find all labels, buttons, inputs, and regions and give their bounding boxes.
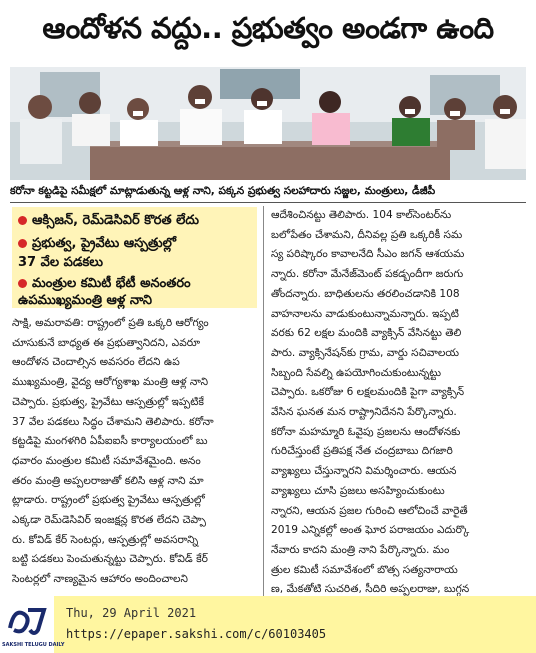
bullet-icon (18, 216, 27, 225)
article-line: ఎక్కడా రెమ్‌డెసివిర్ ఇంజక్షన్ల కొరత లేదని చెప్పా (12, 514, 206, 527)
article-line: సెంటర్లలో నాణ్యమైన ఆహారం అందించాలని (12, 573, 188, 586)
article-line: పారు. వ్యాక్సినేషన్‌కు గ్రామ, వార్డు సచివాలయ (271, 346, 459, 359)
headline: ఆందోళన వద్దు.. ప్రభుత్వం అండగా ఉంది (42, 11, 494, 45)
article-line: చెప్పారు. ఒకరోజు 6 లక్షలమందికి పైగా వ్యాక్సిన్ (271, 386, 465, 399)
article-line: వ్యాఖ్యలు చేస్తున్నారని విమర్శించారు. ఆయన (271, 465, 457, 478)
sakshi-logo[interactable] (0, 596, 65, 653)
photo-caption: కరోనా కట్టడిపై సమీక్షలో మాట్లాడుతున్న ఆళ్ల నాని, పక్కన ప్రభుత్వ సలహాదారు సజ్జల, మంత్రులు, డీజీపీ (10, 180, 526, 202)
article-line: సిబ్బంది సేవల్ని ఉపయోగించుకుంటున్నట్టు (271, 366, 442, 379)
article-line: తోందన్నారు. బాధితులను తరలించడానికి 108 (271, 287, 460, 300)
article-line: ధవారం మంత్రుల కమిటీ సమావేశమైంది. అనం (12, 454, 201, 467)
highlights-box (12, 207, 257, 308)
bullet-icon (18, 239, 27, 248)
article-line: రు. కోవిడ్ కేర్ సెంటర్లు, ఆస్పత్రుల్లో అవసరాన్ని (12, 533, 199, 546)
highlight-item: ప్రభుత్వ, ప్రైవేటు ఆస్పత్రుల్లో (18, 234, 176, 253)
article-line: కరోనా మహమ్మారి ఓవైపు ప్రజలను ఆందోళనకు (271, 425, 461, 438)
highlight-item-continued: 37 వేల పడకలు (18, 255, 103, 270)
article-line: ముఖ్యమంత్రి, వైద్య ఆరోగ్యశాఖ మంత్రి ఆళ్ల నాని (12, 376, 209, 389)
article-line: న్నారని, ఆయన ప్రజల గురించి ఆలోచించే వారైతే (271, 504, 468, 517)
article-line: నేవారు కాదని మంత్రి నాని పేర్కొన్నారు. మం (271, 543, 450, 556)
highlight-item: ఆక్సిజన్, రెమ్‌డెసివిర్ కొరత లేదు (18, 211, 199, 230)
column-divider (263, 206, 264, 596)
article-line: సాక్షి, అమరావతి: రాష్ట్రంలో ప్రతి ఒక్కరి ఆరోగ్యం (12, 317, 209, 329)
logo-subtext: SAKSHI TELUGU DAILY (2, 642, 65, 648)
article-line: చూసుకునే బాధ్యత ఈ ప్రభుత్వానిదని, ఎవరూ (12, 336, 201, 349)
article-line: గురిచేస్తుంటే ప్రతిపక్ష నేత చంద్రబాబు దిగజారి (271, 445, 453, 458)
sakshi-logo-mark-icon (4, 600, 50, 640)
article-line: వేసిన ఘనత మన రాష్ట్రానిదేనని పేర్కొన్నారు. (271, 406, 457, 419)
article-line: ఆందోళన చెందాల్సిన అవసరం లేదని ఉప (12, 356, 180, 369)
epaper-link[interactable]: https://epaper.sakshi.com/c/60103405 (66, 627, 327, 641)
news-photo (10, 67, 526, 180)
article-line: 37 వేల పడకలు సిద్ధం చేశామని తెలిపారు. కరోనా (12, 415, 214, 428)
article-line: వాహనాలను వాడుకుంటున్నామన్నారు. ఇప్పటి (271, 307, 459, 320)
article-line: కట్టడిపై మంగళగిరి ఏపీఐఐసీ కార్యాలయంలో బు (12, 435, 208, 448)
article-line: 2019 ఎన్నికల్లో అంత ఘోర పరాజయం ఎదుర్కొ (271, 524, 470, 537)
meeting-photo-illustration (10, 67, 526, 180)
article-line: తరం మంత్రి అప్పలరాజుతో కలిసి ఆళ్ల నాని మా (12, 474, 204, 487)
article-line: న్నారు. కరోనా మేనేజ్‌మెంట్ పకడ్బందీగా జరుగు (271, 268, 464, 281)
article-line: ఆదేశించినట్టు తెలిపారు. 104 కాల్‌సెంటర్‌ను (271, 209, 452, 221)
article-line: బలోపేతం చేశామని, దీనివల్ల ప్రతి ఒక్కరికీ సమ (271, 228, 463, 241)
highlight-item: మంత్రుల కమిటీ భేటీ అనంతరం (18, 274, 191, 293)
article-line: వ్యాఖ్యలు చూసి ప్రజలు అసహ్యించుకుంటు (271, 484, 445, 497)
article-line: ణ, మేకతోటి సుచరిత, సీదిరి అప్పలరాజు, బుగ్గన (271, 583, 470, 596)
caption-rule (10, 202, 526, 203)
article-column-right (271, 206, 526, 620)
article-line: బట్టి పడకలు పెంచుతున్నట్టు చెప్పారు. కోవిడ్ కేర్ (12, 553, 208, 566)
article-line: వరకు 62 లక్షల మందికి వ్యాక్సిన్ వేసినట్టు తెలి (271, 327, 462, 340)
article-line: చెప్పారు. ప్రభుత్వ, ప్రైవేటు ఆస్పత్రుల్లో ఇప్పటికే (12, 395, 204, 408)
article-line: స్య పరిష్కారం కావాలనేది సీఎం జగన్ ఆశయమ (271, 248, 465, 261)
article-line: త్రుల కమిటీ సమావేశంలో బొత్స సత్యనారాయ (271, 563, 458, 576)
edition-date: Thu, 29 April 2021 (66, 606, 197, 620)
highlight-item-continued: ఉపముఖ్యమంత్రి ఆళ్ల నాని (18, 293, 153, 308)
article-line: ట్లాడారు. రాష్ట్రంలో ప్రభుత్వ ప్రైవేటు ఆస్పత్రుల్లో (12, 494, 205, 507)
epaper-footer (0, 596, 536, 653)
bullet-icon (18, 279, 27, 288)
article-column-left (12, 314, 257, 590)
